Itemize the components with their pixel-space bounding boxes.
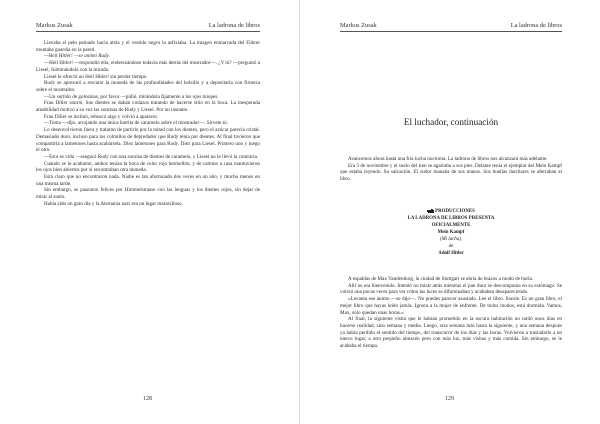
paragraph: A espaldas de Max Vandenburg, la ciudad de Stuttgart se abría de brazos a modo de burla.	[348, 276, 534, 282]
left-header-author: Markus Zusak	[36, 22, 73, 29]
right-intro-body	[340, 156, 562, 183]
left-page-header	[36, 22, 260, 29]
right-header-rule	[340, 31, 562, 32]
notice-line-1: PRODUCCIONES	[435, 209, 475, 215]
paragraph: Frau Diller sonrió. Sus dientes se daban codazos tratando de hacerse sitio en la boca. La inesperada amabilidad motivó a su vez las sonrisas de Rudy y Liesel. Por un instante.	[36, 100, 260, 114]
paragraph: Avancemos ahora hasta una fría lucha nocturna. La ladrona de libros nos alcanzará más adelante.	[348, 156, 548, 162]
paragraph: Está claro que no encontraron nada. Nadie es tan afortunado dos veces en un año, y mucho menos en una misma tarde.	[36, 174, 260, 187]
production-notice	[340, 208, 562, 257]
right-main-body	[340, 276, 562, 350]
paragraph: Era 3 de noviembre y el suelo del tren se agarraba a sus pies. Delante tenía el ejemplar del Mein Kampf que estaba leyendo. Su salvación. El sudor manaba de sus manos. Sus huellas dactilares se aferraban al libro.	[340, 162, 562, 183]
paragraph: Cuando se lo acabaron, ambos tenían la boca de color rojo bermellón, y de camino a casa mantuvieron los ojos bien abiertos por si encontraban otra moneda.	[36, 160, 260, 174]
paragraph: Allí no era bienvenido. Intentó no mirar atrás mientras el pan duro se descomponía en su estómago. Se volvió una pocas veces para ver cómo las luces se difuminaban y acababan desapareciendo.	[340, 282, 562, 296]
right-page-header	[340, 22, 562, 29]
paragraph: Sin embargo, se pasearon felices por Himmelstrasse con las lenguas y los dientes rojos, sin dejar de mirar al suelo.	[36, 187, 260, 201]
paragraph: —Esto es vida —aseguró Rudy con una sonrisa de dientes de caramelo, y Liesel no le llevó la contraria.	[44, 153, 259, 160]
paragraph: Frau Diller se inclinó, rebuscó algo y volvió a aparecer.	[44, 113, 159, 120]
paragraph: —Heil Hitler! —se animó Rudy.	[44, 53, 110, 60]
notice-line-4: Mein Kampf	[437, 230, 465, 236]
right-page-number: 129	[445, 396, 454, 402]
hand-pointer-icon	[427, 208, 435, 214]
notice-line-2: LA LADRONA DE LIBROS PRESENTA	[407, 216, 495, 222]
left-page-number: 128	[143, 396, 152, 402]
paragraph: Había sido un gran día y la Alemania nazi era un lugar maravilloso.	[44, 200, 183, 207]
notice-line-6: de	[448, 244, 454, 250]
paragraph: Al final, la siguiente visita que le habían prometido en la oscura habitación no tardó unos días en hacerse realidad, sino semana y media. Luego, otra semana más hasta la siguiente, y una semana después ya había perdido el sentido del tiempo, del transcurrir de los días y las horas. Volvieron a trasladarlo a un nuevo lugar, a otro pequeño almacén pero con más luz, más visitas y más comida. Sin embargo, se le acababa el tiempo.	[340, 316, 562, 350]
paragraph: —Un surtido de golosinas, por favor —pidió, mirándola fijamente a los ojos miopes.	[44, 93, 219, 100]
paragraph: Rudy se apresuró a rescatar la moneda de las profundidades del bolsillo y a depositarla con firmeza sobre el mostrador.	[36, 80, 260, 93]
paragraph: Llevaba el pelo peinado hacia atrás y el vestido negro la asfixiaba. La imagen enmarcada del Führer montaba guardia en la pared.	[36, 40, 260, 53]
right-header-author: Markus Zusak	[340, 22, 377, 29]
chapter-title: El luchador, continuación	[403, 117, 499, 127]
left-header-rule	[36, 31, 260, 32]
left-page-body	[36, 40, 260, 208]
notice-line-3: OFICIALMENTE	[431, 223, 471, 229]
right-header-title: La ladrona de libros	[510, 22, 562, 29]
notice-line-7: Adolf Hitler	[438, 251, 464, 257]
paragraph: Lo desenvolvieron fuera y trataron de partirlo por la mitad con los dientes, pero el azúcar parecía cristal. Demasiado duro, incluso para los colmillos de depredador que Rudy tenía por dientes. Al final tuvieron que compartirla a lametones hasta acabársela. Diez lametones para Rudy. Diez para Liesel. Primero uno y luego el otro.	[36, 127, 260, 154]
paragraph: —Toma —dijo, arrojando una única barrita de caramelo sobre el mostrador—. Sírvete tú.	[44, 120, 228, 127]
paragraph: —Heil Hitler! —respondió ella, enderezándose todavía más detrás del mostrador—. ¿Y tú? —preguntó a Liesel, fulminándola con la mirada.	[36, 60, 260, 73]
notice-line-5: (Mi lucha),	[439, 237, 462, 243]
paragraph: Liesel le ofreció un Heil Hitler! sin perder tiempo.	[44, 73, 148, 80]
paragraph: «Levanta ese ánimo —se dijo—. No puedes parecer asustado. Lee el libro. Sonríe. Es un gran libro, el mejor libro que hayas leído jamás. Ignora a la mujer de enfrente. De todos modos, está dormida. Vamos, Max, sólo quedan unas horas.»	[340, 296, 562, 316]
left-header-title: La ladrona de libros	[208, 22, 260, 29]
